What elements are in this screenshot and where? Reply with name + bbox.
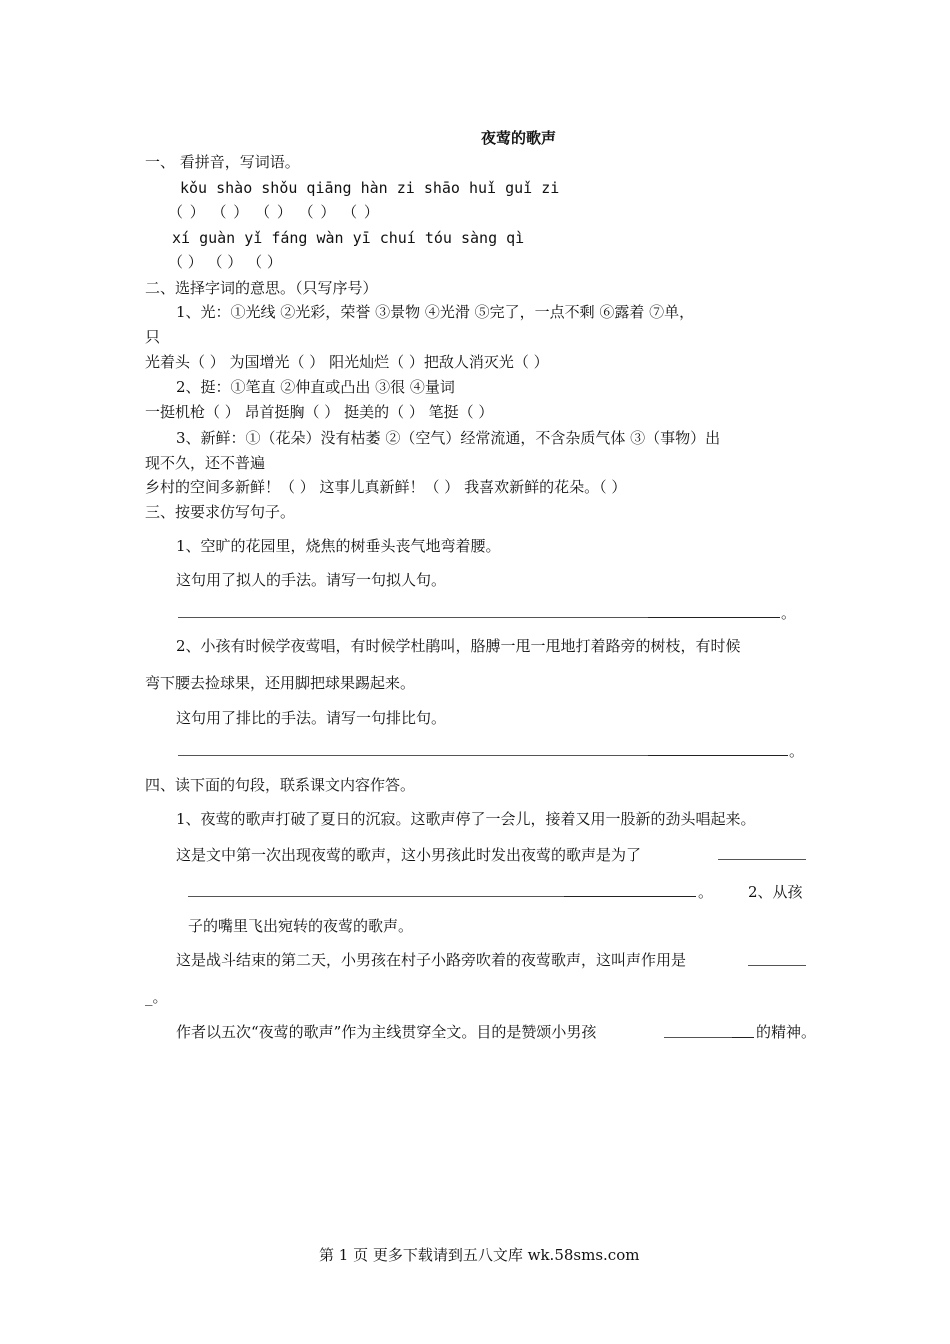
pinyin-row-1: kǒu shào shǒu qiāng hàn zi shāo huǐ guǐ zi [180, 179, 560, 197]
answer-parens-row-1: （ ） （ ） （ ） （ ） （ ） [168, 203, 379, 221]
pinyin-row-2: xí guàn yǐ fáng wàn yī chuí tóu sàng qì [172, 229, 525, 247]
q4-3-text-b: 的精神。 [756, 1023, 817, 1041]
q3-1-sentence: 1、空旷的花园里，烧焦的树垂头丧气地弯着腰。 [176, 537, 501, 555]
q3-1-task: 这句用了拟人的手法。请写一句拟人句。 [176, 571, 447, 589]
section-3-heading: 三、按要求仿写句子。 [145, 503, 296, 521]
q2-3-items: 乡村的空间多新鲜！（ ） 这事儿真新鲜！（ ） 我喜欢新鲜的花朵。（ ） [145, 478, 627, 496]
page-title: 夜莺的歌声 [481, 129, 557, 147]
q3-2-period: 。 [789, 742, 805, 760]
q3-1-period: 。 [781, 604, 797, 622]
q4-1-period: 。 [698, 883, 714, 901]
q4-2-passage: 子的嘴里飞出宛转的夜莺的歌声。 [188, 917, 414, 935]
section-2-heading: 二、选择字词的意思。（只写序号） [145, 279, 378, 297]
q4-2-answer-line[interactable] [748, 965, 806, 966]
q2-1-items: 光着头（ ） 为国增光（ ） 阳光灿烂（ ）把敌人消灭光（ ） [145, 353, 549, 371]
section-1-heading: 一、 看拼音，写词语。 [145, 153, 300, 171]
section-4-heading: 四、读下面的句段，联系课文内容作答。 [145, 776, 416, 794]
q4-2-task: 这是战斗结束的第二天，小男孩在村子小路旁吹着的夜莺歌声，这叫声作用是 [176, 951, 687, 969]
q3-1-answer-line[interactable] [178, 617, 648, 618]
q4-3-answer-line[interactable] [664, 1037, 732, 1038]
q4-1-passage: 1、夜莺的歌声打破了夏日的沉寂。这歌声停了一会儿，接着又用一股新的劲头唱起来。 [176, 810, 756, 828]
q2-2-definitions: 2、挺：①笔直 ②伸直或凸出 ③很 ④量词 [176, 378, 455, 396]
page-footer: 第 1 页 更多下载请到五八文库 wk.58sms.com [319, 1246, 640, 1264]
answer-parens-row-2: （ ） （ ） （ ） [168, 253, 282, 271]
q4-3-text-a: 作者以五次“夜莺的歌声”作为主线贯穿全文。目的是赞颂小男孩 [176, 1023, 597, 1041]
q3-2-line-1: 2、小孩有时候学夜莺唱，有时候学杜鹃叫，胳膊一甩一甩地打着路旁的树枝，有时候 [176, 637, 741, 655]
q4-2-end: _。 [145, 988, 168, 1006]
q2-1-definitions: 1、光：①光线 ②光彩，荣誉 ③景物 ④光滑 ⑤完了，一点不剩 ⑥露着 ⑦单， [176, 303, 695, 321]
q3-2-answer-line[interactable] [178, 755, 648, 756]
q2-3-definitions-cont: 现不久，还不普遍 [145, 454, 266, 472]
q2-2-items: 一挺机枪（ ） 昂首挺胸（ ） 挺美的（ ） 笔挺（ ） [145, 403, 494, 421]
q4-1-answer-line-a[interactable] [718, 859, 806, 860]
q4-2-start: 2、从孩 [748, 883, 803, 901]
q4-1-task: 这是文中第一次出现夜莺的歌声，这小男孩此时发出夜莺的歌声是为了 [176, 846, 642, 864]
q3-2-line-2: 弯下腰去捡球果，还用脚把球果踢起来。 [145, 674, 416, 692]
q3-1-answer-line-end[interactable] [648, 617, 780, 618]
q4-1-answer-line-b[interactable] [188, 896, 564, 897]
q4-3-answer-line-end[interactable] [732, 1037, 754, 1038]
q2-3-definitions: 3、新鲜：①（花朵）没有枯萎 ②（空气）经常流通，不含杂质气体 ③（事物）出 [176, 429, 721, 447]
q3-2-answer-line-end[interactable] [648, 755, 788, 756]
q2-1-definitions-cont: 只 [145, 328, 161, 346]
q3-2-task: 这句用了排比的手法。请写一句排比句。 [176, 709, 447, 727]
q4-1-answer-line-c[interactable] [564, 896, 696, 897]
